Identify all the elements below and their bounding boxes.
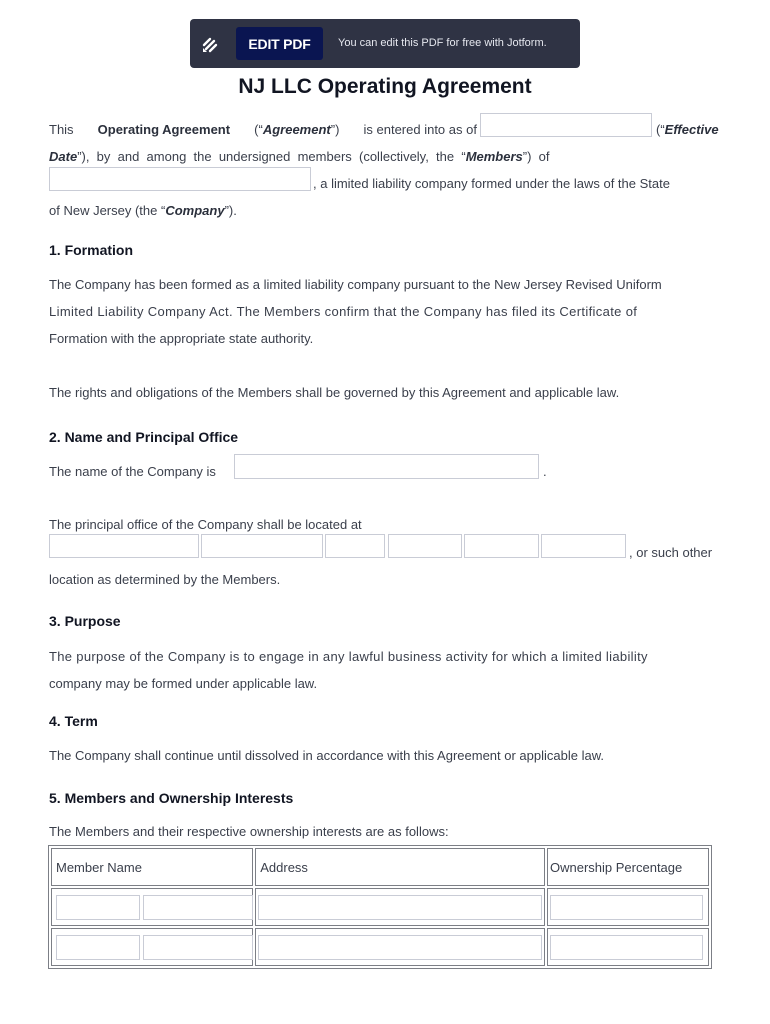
effective-date-field[interactable] (480, 113, 652, 137)
intro-line-4-a: of New Jersey (the “ (49, 203, 166, 218)
term-text: The Company shall continue until dissolved in accordance with this Agreement or applicable law. (49, 748, 604, 763)
intro-line-3: , a limited liability company formed under the laws of the State (313, 176, 670, 191)
formation-line-3: Formation with the appropriate state authority. (49, 331, 314, 346)
members-table (48, 845, 712, 969)
ownership-cell (547, 888, 709, 926)
intro-this: This (49, 122, 74, 137)
office-line-3: location as determined by the Members. (49, 572, 281, 587)
heading-members: 5. Members and Ownership Interests (49, 790, 294, 806)
heading-formation: 1. Formation (49, 242, 134, 258)
intro-entered: is entered into as of (363, 122, 477, 137)
address-cell (255, 928, 545, 966)
member-name-cell (51, 888, 253, 926)
column-header-ownership: Ownership Percentage (547, 848, 709, 886)
purpose-line-1: The purpose of the Company is to engage in any lawful business activity for which a limited liability (49, 649, 648, 664)
intro-line-2 (49, 149, 550, 164)
office-street-2-field[interactable] (201, 534, 323, 558)
office-street-field[interactable] (49, 534, 199, 558)
table-header-row (51, 848, 709, 886)
purpose-line-2: company may be formed under applicable law. (49, 676, 318, 691)
column-header-member-name: Member Name (51, 848, 253, 886)
member-last-name-field[interactable] (143, 935, 253, 960)
office-state-field[interactable] (464, 534, 539, 558)
effective-label (656, 122, 719, 137)
member-first-name-field[interactable] (56, 895, 140, 920)
member-first-name-field[interactable] (56, 935, 140, 960)
banner-message: You can edit this PDF for free with Jotform. (338, 37, 547, 49)
office-end: , or such other (629, 545, 713, 560)
company-name-field[interactable] (234, 454, 539, 479)
table-row (51, 888, 709, 926)
operating-agreement-term: Operating Agreement (97, 122, 231, 137)
formation-line-1: The Company has been formed as a limited liability company pursuant to the New Jersey Revised Uniform (49, 277, 662, 292)
heading-term: 4. Term (49, 713, 98, 729)
heading-name-office: 2. Name and Principal Office (49, 429, 239, 445)
agreement-term: Agreement (262, 122, 331, 137)
document-title: NJ LLC Operating Agreement (238, 75, 532, 98)
edit-pdf-button[interactable]: EDIT PDF (236, 27, 323, 60)
column-header-address: Address (255, 848, 545, 886)
member-ownership-field[interactable] (550, 895, 703, 920)
table-row (51, 928, 709, 966)
office-zip-field[interactable] (541, 534, 626, 558)
member-address-field[interactable] (258, 935, 542, 960)
members-term: Members (465, 149, 523, 164)
paren-close: ”) (330, 122, 340, 137)
jotform-banner (190, 19, 580, 68)
formation-para-2: The rights and obligations of the Members shall be governed by this Agreement and applicable law. (49, 385, 620, 400)
company-name-field-intro[interactable] (49, 167, 311, 191)
member-ownership-field[interactable] (550, 935, 703, 960)
formation-line-2: Limited Liability Company Act. The Members confirm that the Company has filed its Certificate of (49, 304, 638, 319)
intro-of: ”) of (522, 149, 550, 164)
effective-term: Effective (664, 122, 719, 137)
office-city-field[interactable] (388, 534, 462, 558)
office-label: The principal office of the Company shall be located at (49, 517, 362, 532)
member-last-name-field[interactable] (143, 895, 253, 920)
member-address-field[interactable] (258, 895, 542, 920)
heading-purpose: 3. Purpose (49, 613, 121, 629)
company-name-end: . (543, 464, 547, 479)
paren-open: (“ (254, 122, 263, 137)
intro-line-2-text: ”), by and among the undersigned members (collectively, the “ (77, 149, 466, 164)
address-cell (255, 888, 545, 926)
eff-open: (“ (656, 122, 665, 137)
members-intro: The Members and their respective ownership interests are as follows: (49, 824, 449, 839)
jotform-logo-icon (200, 33, 222, 55)
ownership-cell (547, 928, 709, 966)
date-term: Date (49, 149, 78, 164)
intro-line-4-b: ”). (224, 203, 237, 218)
company-term: Company (165, 203, 225, 218)
member-name-cell (51, 928, 253, 966)
intro-line-4 (49, 203, 237, 218)
company-name-label: The name of the Company is (49, 464, 216, 479)
intro-line-1 (49, 122, 477, 137)
office-unit-field[interactable] (325, 534, 385, 558)
